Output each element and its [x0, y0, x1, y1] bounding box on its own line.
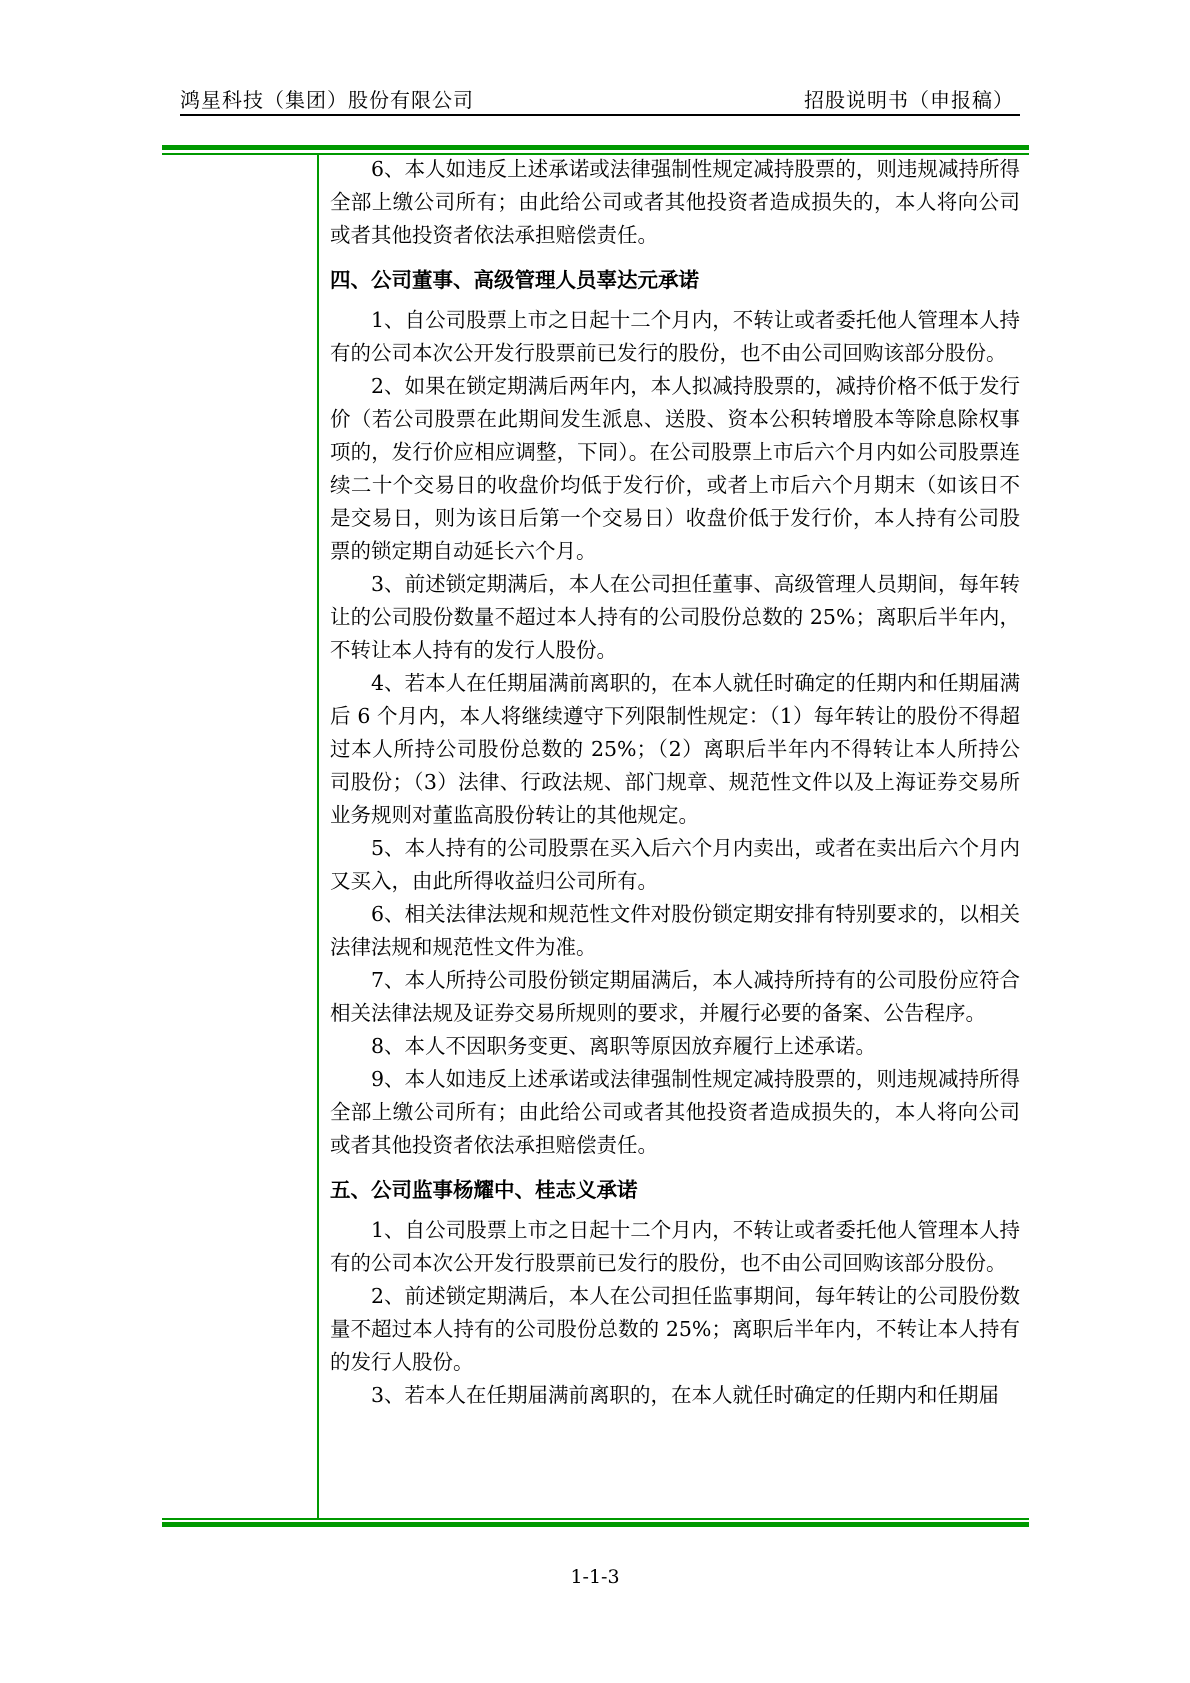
paragraph: 5、本人持有的公司股票在买入后六个月内卖出，或者在卖出后六个月内又买入，由此所得收益归公司所有。 [330, 836, 1020, 893]
paragraph: 6、相关法律法规和规范性文件对股份锁定期安排有特别要求的，以相关法律法规和规范性文件为准。 [330, 902, 1020, 959]
main-content [330, 153, 1020, 1412]
paragraph: 1、自公司股票上市之日起十二个月内，不转让或者委托他人管理本人持有的公司本次公开发行股票前已发行的股份，也不由公司回购该部分股份。 [330, 1218, 1020, 1275]
paragraph: 3、若本人在任期届满前离职的，在本人就任时确定的任期内和任期届 [371, 1383, 1000, 1407]
paragraph: 8、本人不因职务变更、离职等原因放弃履行上述承诺。 [371, 1034, 877, 1058]
paragraph: 7、本人所持公司股份锁定期届满后，本人减持所持有的公司股份应符合相关法律法规及证券交易所规则的要求，并履行必要的备案、公告程序。 [330, 968, 1020, 1025]
frame-bottom-border [162, 1522, 1029, 1527]
document-title: 招股说明书（申报稿） [804, 88, 1014, 112]
header-rule [180, 114, 1020, 116]
paragraph: 2、如果在锁定期满后两年内，本人拟减持股票的，减持价格不低于发行价（若公司股票在此期间发生派息、送股、资本公积转增股本等除息除权事项的，发行价应相应调整，下同）。在公司股票上市后六个月内如公司股票连续二十个交易日的收盘价均低于发行价，或者上市后六个月期末（如该日不是交易日，则为该日后第一个交易日）收盘价低于发行价，本人持有公司股票的锁定期自动延长六个月。 [330, 374, 1020, 563]
company-name: 鸿星科技（集团）股份有限公司 [180, 88, 474, 112]
paragraph: 1、自公司股票上市之日起十二个月内，不转让或者委托他人管理本人持有的公司本次公开发行股票前已发行的股份，也不由公司回购该部分股份。 [330, 308, 1020, 365]
paragraph: 6、本人如违反上述承诺或法律强制性规定减持股票的，则违规减持所得全部上缴公司所有；由此给公司或者其他投资者造成损失的，本人将向公司或者其他投资者依法承担赔偿责任。 [330, 157, 1020, 247]
paragraph: 3、前述锁定期满后，本人在公司担任董事、高级管理人员期间，每年转让的公司股份数量不超过本人持有的公司股份总数的 25%；离职后半年内，不转让本人持有的发行人股份。 [330, 572, 1020, 662]
paragraph: 9、本人如违反上述承诺或法律强制性规定减持股票的，则违规减持所得全部上缴公司所有；由此给公司或者其他投资者造成损失的，本人将向公司或者其他投资者依法承担赔偿责任。 [330, 1067, 1020, 1157]
paragraph: 4、若本人在任期届满前离职的，在本人就任时确定的任期内和任期届满后 6 个月内，本人将继续遵守下列限制性规定：（1）每年转让的股份不得超过本人所持公司股份总数的 25%；（2）离职后半年内不得转让本人所持公司股份；（3）法律、行政法规、部门规章、规范性文件以及上海证券交易所业务规则对董监高股份转让的其他规定。 [330, 671, 1020, 827]
frame-bottom-border-thin [162, 1518, 1029, 1520]
page-header [180, 80, 1020, 116]
paragraph: 2、前述锁定期满后，本人在公司担任监事期间，每年转让的公司股份数量不超过本人持有的公司股份总数的 25%；离职后半年内，不转让本人持有的发行人股份。 [330, 1284, 1020, 1374]
frame-top-border [162, 145, 1029, 150]
page-number: 1-1-3 [570, 1566, 620, 1588]
frame-column-divider [317, 155, 319, 1518]
section-heading: 四、公司董事、高级管理人员辜达元承诺 [330, 268, 699, 292]
section-heading: 五、公司监事杨耀中、桂志义承诺 [330, 1178, 638, 1202]
